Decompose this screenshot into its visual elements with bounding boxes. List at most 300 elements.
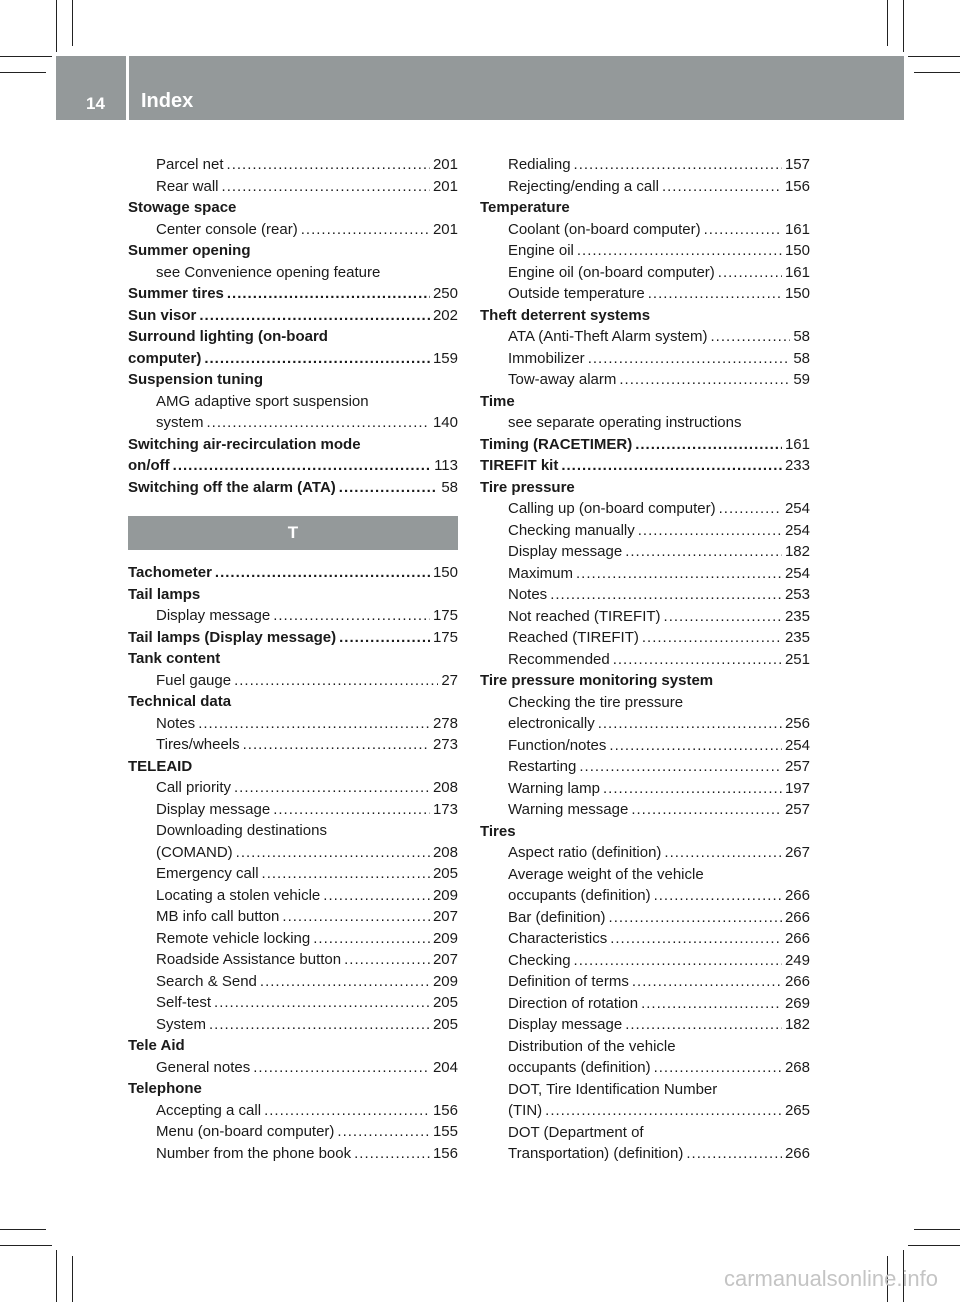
dot-leader <box>253 1057 430 1079</box>
page-reference: 156 <box>432 1101 458 1119</box>
page-reference: 250 <box>432 285 458 302</box>
dot-leader <box>545 1100 782 1122</box>
dot-leader <box>642 627 782 649</box>
index-subentry <box>480 219 810 241</box>
entry-text: Call priority <box>156 779 232 796</box>
page-reference: 268 <box>784 1059 810 1076</box>
dot-leader <box>664 606 782 628</box>
page-reference: 209 <box>432 886 458 904</box>
dot-leader <box>686 1143 782 1165</box>
dot-leader <box>243 734 430 756</box>
index-subentry <box>480 412 810 434</box>
page-reference: 205 <box>432 1015 458 1033</box>
index-subentry <box>480 649 810 671</box>
page-reference: 59 <box>793 371 810 388</box>
dot-leader <box>354 1143 430 1165</box>
page-reference: 257 <box>784 801 810 818</box>
dot-leader <box>710 326 790 348</box>
page-reference: 156 <box>432 1144 458 1162</box>
entry-text: Rear wall <box>156 177 219 195</box>
page-reference: 208 <box>432 843 458 861</box>
dot-leader <box>199 305 430 327</box>
index-entry <box>128 477 458 499</box>
entry-text: Engine oil (on-board computer) <box>508 263 715 281</box>
entry-text: Calling up (on-board computer) <box>508 500 716 517</box>
entry-text: Warning lamp <box>508 779 600 797</box>
index-entry <box>128 756 458 778</box>
index-subentry <box>128 820 458 863</box>
index-entry <box>128 691 458 713</box>
page-reference: 155 <box>432 1123 458 1140</box>
dot-leader <box>576 563 782 585</box>
dot-leader <box>260 971 430 993</box>
dot-leader <box>719 498 782 520</box>
entry-text: Immobilizer <box>508 349 585 367</box>
dot-leader <box>301 219 430 241</box>
dot-leader <box>613 649 782 671</box>
entry-text: Suspension tuning <box>128 371 263 388</box>
page-reference: 140 <box>432 414 458 431</box>
dot-leader <box>609 735 782 757</box>
page-reference: 197 <box>784 779 810 797</box>
page-reference: 201 <box>432 177 458 195</box>
entry-text: electronically <box>508 715 595 732</box>
entry-text: Switching off the alarm (ATA) <box>128 478 336 496</box>
page-reference: 266 <box>784 887 810 904</box>
index-entry <box>128 1035 458 1057</box>
index-subentry <box>128 1014 458 1036</box>
entry-text: Direction of rotation <box>508 994 639 1012</box>
index-subentry <box>480 1079 810 1122</box>
entry-text: Fuel gauge <box>156 671 232 689</box>
dot-leader <box>619 369 790 391</box>
page-reference: 202 <box>432 306 458 324</box>
index-subentry <box>480 520 810 542</box>
index-subentry <box>480 1036 810 1079</box>
page-reference: 205 <box>432 994 458 1011</box>
index-subentry <box>480 176 810 198</box>
index-entry <box>480 455 810 477</box>
dot-leader <box>207 412 430 434</box>
dot-leader <box>264 1100 430 1122</box>
entry-text: Function/notes <box>508 736 607 754</box>
page-reference: 254 <box>784 500 810 517</box>
entry-text: Telephone <box>128 1080 202 1097</box>
dot-leader <box>609 907 782 929</box>
crop-mark <box>914 1229 960 1230</box>
page-reference: 253 <box>784 586 810 603</box>
crop-mark <box>0 1245 52 1246</box>
entry-text: Engine oil <box>508 242 574 259</box>
index-entry <box>128 197 458 219</box>
index-entry <box>480 434 810 456</box>
dot-leader <box>662 176 782 198</box>
entry-text: Recommended <box>508 650 610 668</box>
dot-leader <box>273 605 430 627</box>
index-subentry <box>480 498 810 520</box>
entry-text: Coolant (on-board computer) <box>508 220 701 238</box>
dot-leader <box>227 283 430 305</box>
index-subentry <box>480 627 810 649</box>
page-reference: 207 <box>432 908 458 925</box>
dot-leader <box>625 541 782 563</box>
dot-leader <box>198 713 430 735</box>
entry-text: Characteristics <box>508 930 608 947</box>
dot-leader <box>603 778 782 800</box>
entry-text: Tires <box>480 822 516 840</box>
entry-text: Transportation) (definition) <box>508 1145 684 1162</box>
crop-mark <box>72 1256 73 1302</box>
entry-text: Distribution of the vehicle <box>508 1037 676 1055</box>
entry-text: Emergency call <box>156 865 259 882</box>
index-subentry <box>128 1143 458 1165</box>
entry-text: occupants (definition) <box>508 1059 651 1076</box>
dot-leader <box>215 562 430 584</box>
index-subentry <box>480 993 810 1015</box>
page-reference: 251 <box>784 650 810 668</box>
entry-text: Surround lighting (on-board <box>128 328 328 345</box>
entry-text: Downloading destinations <box>156 822 327 839</box>
page-reference: 182 <box>784 1016 810 1033</box>
crop-mark <box>887 0 888 46</box>
index-entry <box>480 305 810 327</box>
entry-text: Accepting a call <box>156 1101 262 1119</box>
page-reference: 161 <box>784 263 810 281</box>
entry-text: Tail lamps <box>128 585 201 603</box>
index-entry <box>480 197 810 219</box>
dot-leader <box>234 777 430 799</box>
entry-text: Timing (RACETIMER) <box>480 435 633 453</box>
crop-mark <box>903 0 904 52</box>
page-reference: 257 <box>784 758 810 775</box>
entry-text: Maximum <box>508 564 574 582</box>
index-subentry <box>128 734 458 756</box>
entry-text: Temperature <box>480 199 570 216</box>
index-subentry <box>480 369 810 391</box>
page-reference: 267 <box>784 844 810 861</box>
entry-text: Search & Send <box>156 972 257 990</box>
entry-text: Locating a stolen vehicle <box>156 886 321 904</box>
entry-text: Notes <box>156 714 196 732</box>
entry-text: Center console (rear) <box>156 220 298 238</box>
dot-leader <box>704 219 782 241</box>
page-reference: 150 <box>784 242 810 259</box>
entry-text: ATA (Anti-Theft Alarm system) <box>508 328 708 345</box>
index-subentry <box>480 907 810 929</box>
entry-text: Stowage space <box>128 199 237 216</box>
dot-leader <box>648 283 782 305</box>
entry-text: Restarting <box>508 758 577 775</box>
dot-leader <box>631 799 782 821</box>
page-reference: 266 <box>784 1145 810 1162</box>
page-reference: 58 <box>793 328 810 345</box>
entry-text: Reached (TIREFIT) <box>508 629 639 646</box>
entry-text: Summer tires <box>128 285 224 302</box>
entry-text: Tow-away alarm <box>508 371 617 388</box>
entry-text: Sun visor <box>128 306 197 324</box>
entry-text: Outside temperature <box>508 285 645 302</box>
index-subentry <box>128 863 458 885</box>
page-reference: 266 <box>784 930 810 947</box>
index-entry <box>128 326 458 369</box>
index-subentry <box>480 606 810 628</box>
dot-leader <box>561 455 782 477</box>
dot-leader <box>577 240 782 262</box>
index-subentry <box>128 799 458 821</box>
index-subentry <box>480 928 810 950</box>
entry-text: Theft deterrent systems <box>480 306 651 324</box>
entry-text: see Convenience opening feature <box>156 263 381 281</box>
entry-text: (COMAND) <box>156 843 233 861</box>
index-entry <box>128 1078 458 1100</box>
dot-leader <box>638 520 782 542</box>
entry-text: Display message <box>508 543 623 560</box>
entry-text: Not reached (TIREFIT) <box>508 607 661 625</box>
page-reference: 207 <box>432 951 458 968</box>
dot-leader <box>236 842 430 864</box>
dot-leader <box>313 928 430 950</box>
entry-text: Checking manually <box>508 521 635 539</box>
header-divider <box>126 56 129 120</box>
entry-text: Rejecting/ending a call <box>508 177 659 195</box>
entry-text: TELEAID <box>128 757 193 775</box>
dot-leader <box>718 262 782 284</box>
page-reference: 204 <box>432 1058 458 1076</box>
index-subentry <box>480 1122 810 1165</box>
entry-text: DOT, Tire Identification Number <box>508 1080 718 1098</box>
index-subentry <box>128 949 458 971</box>
entry-text: Notes <box>508 586 548 603</box>
index-column-left <box>128 154 458 1164</box>
page-reference: 265 <box>784 1102 810 1119</box>
index-entry <box>128 434 458 477</box>
index-subentry <box>480 348 810 370</box>
entry-text: Tank content <box>128 650 221 667</box>
entry-text: occupants (definition) <box>508 887 651 904</box>
page-reference: 233 <box>784 457 810 474</box>
page-reference: 58 <box>441 478 458 496</box>
page-reference: 208 <box>432 779 458 796</box>
entry-text: Bar (definition) <box>508 908 606 926</box>
dot-leader <box>339 627 430 649</box>
entry-text: Tachometer <box>128 564 212 581</box>
entry-text: Technical data <box>128 693 232 710</box>
dot-leader <box>635 434 782 456</box>
dot-leader <box>664 842 782 864</box>
entry-text: AMG adaptive sport suspension <box>156 392 369 410</box>
dot-leader <box>209 1014 430 1036</box>
entry-text: Tires/wheels <box>156 736 240 753</box>
crop-mark <box>56 0 57 52</box>
dot-leader <box>632 971 782 993</box>
page-reference: 249 <box>784 951 810 969</box>
index-subentry <box>128 154 458 176</box>
index-subentry <box>128 176 458 198</box>
index-subentry <box>480 864 810 907</box>
index-entry <box>128 648 458 670</box>
entry-text: Display message <box>156 607 271 624</box>
page-reference: 256 <box>784 715 810 732</box>
index-subentry <box>128 971 458 993</box>
entry-text: Self-test <box>156 994 212 1011</box>
dot-leader <box>337 1121 430 1143</box>
dot-leader <box>641 993 782 1015</box>
index-subentry <box>128 777 458 799</box>
page-reference: 209 <box>432 929 458 947</box>
page-reference: 235 <box>784 607 810 625</box>
page-reference: 150 <box>784 285 810 302</box>
entry-text: (TIN) <box>508 1102 543 1119</box>
page-reference: 161 <box>784 220 810 238</box>
page-reference: 254 <box>784 736 810 754</box>
entry-text: Menu (on-board computer) <box>156 1123 335 1140</box>
dot-leader <box>339 477 439 499</box>
crop-mark <box>0 72 46 73</box>
entry-text: Tail lamps (Display message) <box>128 628 337 646</box>
index-entry <box>128 584 458 606</box>
index-subentry <box>480 971 810 993</box>
index-subentry <box>128 391 458 434</box>
page-reference: 182 <box>784 543 810 560</box>
index-subentry <box>128 713 458 735</box>
index-subentry <box>128 906 458 928</box>
dot-leader <box>344 949 430 971</box>
crop-mark <box>908 56 960 57</box>
dot-leader <box>173 455 431 477</box>
page-reference: 150 <box>432 564 458 581</box>
entry-text: Aspect ratio (definition) <box>508 844 662 861</box>
dot-leader <box>204 348 430 370</box>
entry-text: Warning message <box>508 801 629 818</box>
dot-leader <box>579 756 782 778</box>
dot-leader <box>214 992 430 1014</box>
page-reference: 273 <box>432 736 458 753</box>
index-subentry <box>480 326 810 348</box>
index-column-right <box>480 154 810 1165</box>
index-entry <box>128 305 458 327</box>
page-reference: 266 <box>784 908 810 926</box>
entry-text: Number from the phone book <box>156 1144 352 1162</box>
dot-leader <box>610 928 782 950</box>
entry-text: computer) <box>128 349 202 367</box>
entry-text: on/off <box>128 457 170 474</box>
entry-text: MB info call button <box>156 908 280 925</box>
entry-text: System <box>156 1015 207 1033</box>
entry-text: DOT (Department of <box>508 1123 644 1141</box>
crop-mark <box>0 1229 46 1230</box>
dot-leader <box>588 348 791 370</box>
page-reference: 159 <box>432 349 458 367</box>
entry-text: Parcel net <box>156 156 224 173</box>
index-subentry <box>128 219 458 241</box>
index-subentry <box>480 240 810 262</box>
page-reference: 205 <box>432 865 458 882</box>
entry-text: TIREFIT kit <box>480 457 559 474</box>
section-title: Index <box>141 90 194 112</box>
dot-leader <box>625 1014 782 1036</box>
page-reference: 254 <box>784 564 810 582</box>
index-subentry <box>480 154 810 176</box>
page-reference: 266 <box>784 973 810 990</box>
index-entry <box>128 369 458 391</box>
entry-text: Roadside Assistance button <box>156 951 342 968</box>
page-reference: 201 <box>432 220 458 238</box>
index-subentry <box>128 885 458 907</box>
index-subentry <box>480 541 810 563</box>
entry-text: see separate operating instructions <box>508 414 742 431</box>
index-subentry <box>128 262 458 284</box>
entry-text: system <box>156 414 204 431</box>
entry-text: Summer opening <box>128 242 251 259</box>
page-reference: 161 <box>784 435 810 453</box>
page-reference: 278 <box>432 714 458 732</box>
index-subentry <box>128 992 458 1014</box>
entry-text: Redialing <box>508 156 571 173</box>
page-reference: 157 <box>784 156 810 173</box>
index-subentry <box>480 799 810 821</box>
dot-leader <box>323 885 430 907</box>
dot-leader <box>598 713 782 735</box>
index-subentry <box>480 950 810 972</box>
entry-text: Switching air-recirculation mode <box>128 435 361 453</box>
entry-text: Definition of terms <box>508 973 629 990</box>
index-entry <box>128 562 458 584</box>
index-subentry <box>128 928 458 950</box>
dot-leader <box>222 176 430 198</box>
page-reference: 175 <box>432 628 458 646</box>
page-reference: 269 <box>784 994 810 1012</box>
dot-leader <box>550 584 782 606</box>
page-number: 14 <box>86 94 105 113</box>
watermark: carmanualsonline.info <box>723 1266 938 1291</box>
crop-mark <box>914 72 960 73</box>
dot-leader <box>654 885 782 907</box>
letter-heading: T <box>128 516 458 550</box>
page-reference: 156 <box>784 177 810 195</box>
crop-mark <box>56 1250 57 1302</box>
index-entry <box>128 627 458 649</box>
page-reference: 209 <box>432 972 458 990</box>
entry-text: Display message <box>508 1016 623 1033</box>
entry-text: Tire pressure monitoring system <box>480 672 714 689</box>
entry-text: General notes <box>156 1058 251 1076</box>
entry-text: Checking the tire pressure <box>508 693 684 711</box>
index-subentry <box>128 670 458 692</box>
page-reference: 58 <box>793 349 810 367</box>
index-entry <box>128 283 458 305</box>
index-entry <box>128 240 458 262</box>
dot-leader <box>574 154 782 176</box>
dot-leader <box>273 799 430 821</box>
index-subentry <box>480 283 810 305</box>
dot-leader <box>227 154 430 176</box>
index-subentry <box>128 1057 458 1079</box>
entry-text: Tele Aid <box>128 1037 185 1054</box>
index-subentry <box>480 778 810 800</box>
entry-text: Average weight of the vehicle <box>508 865 704 883</box>
crop-mark <box>72 0 73 46</box>
index-entry <box>480 670 810 692</box>
index-subentry <box>480 756 810 778</box>
entry-text: Remote vehicle locking <box>156 929 311 947</box>
index-subentry <box>480 1014 810 1036</box>
crop-mark <box>908 1245 960 1246</box>
dot-leader <box>282 906 430 928</box>
page-reference: 27 <box>441 671 458 689</box>
index-entry <box>480 821 810 843</box>
index-subentry <box>128 605 458 627</box>
index-subentry <box>480 262 810 284</box>
